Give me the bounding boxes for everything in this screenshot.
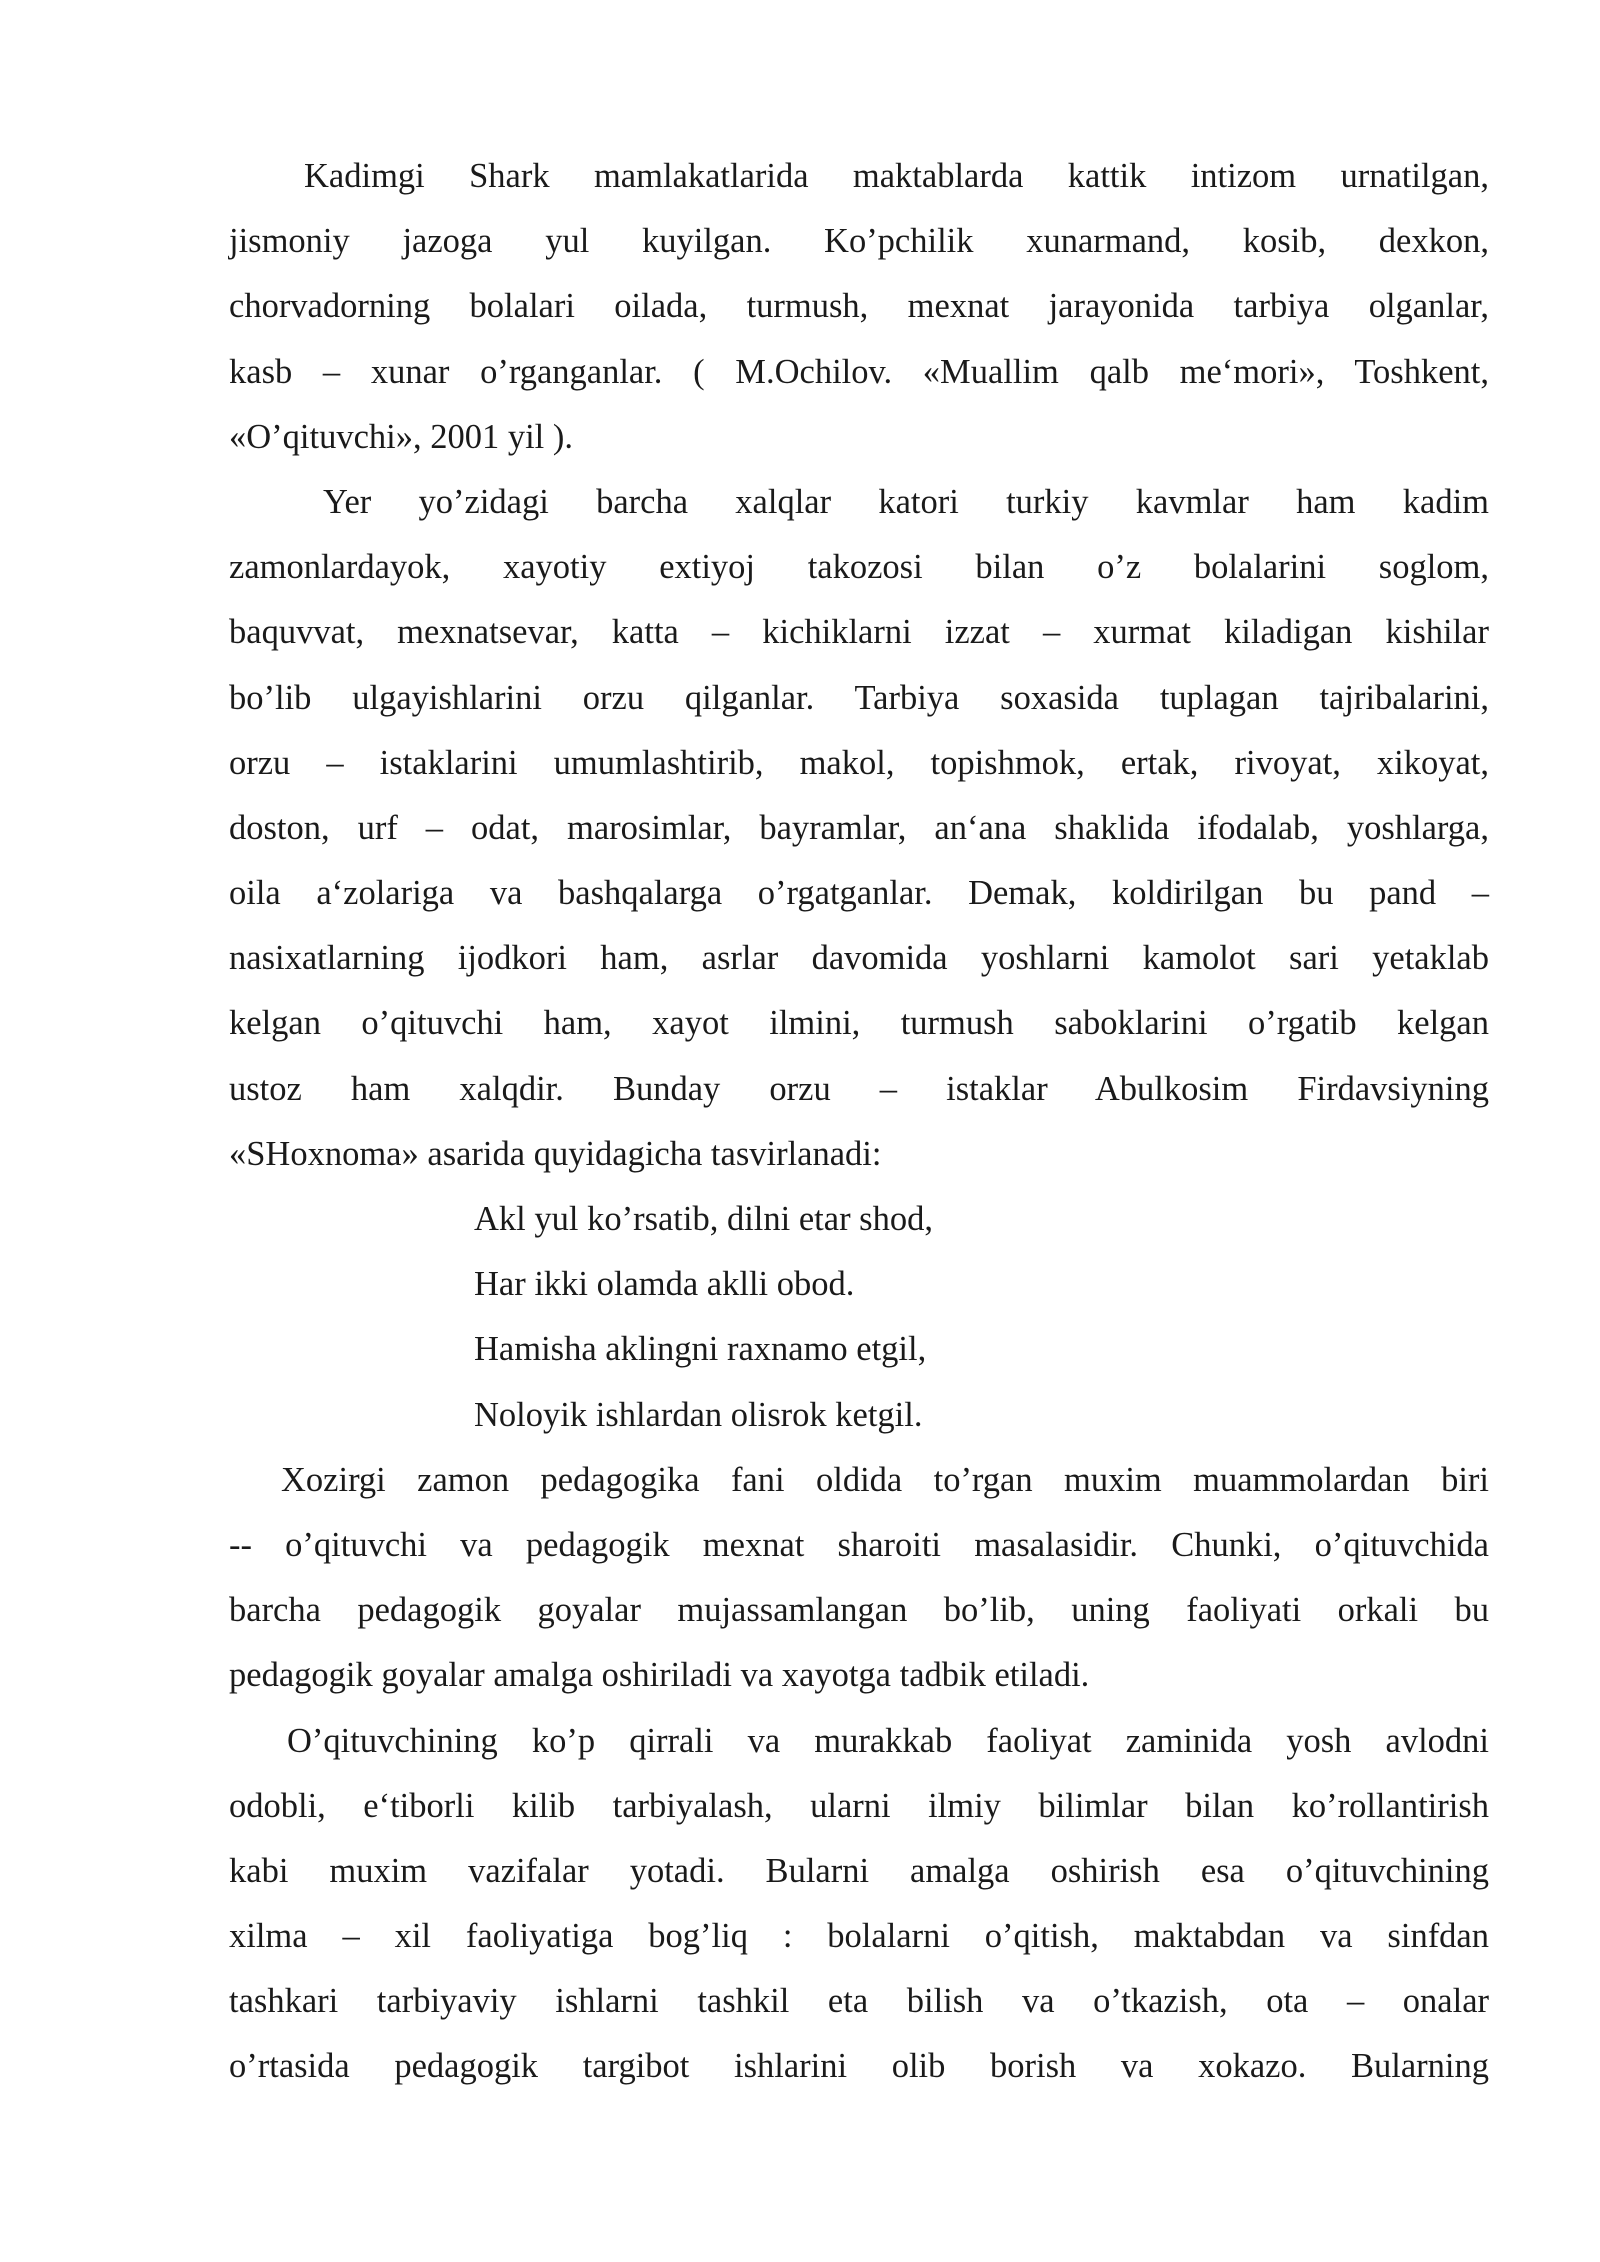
document-page <box>229 150 1489 2106</box>
paragraph-2-line: orzu – istaklarini umumlashtirib, makol, topishmok, ertak, rivoyat, xikoyat, <box>229 743 1489 782</box>
paragraph-3-line: -- o’qituvchi va pedagogik mexnat sharoiti masalasidir. Chunki, o’qituvchida <box>229 1525 1489 1564</box>
paragraph-2-line: Yer yo’zidagi barcha xalqlar katori turkiy kavmlar ham kadim <box>323 482 1489 521</box>
paragraph-1-line: kasb – xunar o’rganganlar. ( M.Ochilov. «Muallim qalb me‘mori», Toshkent, <box>229 352 1489 391</box>
paragraph-4-line: O’qituvchining ko’p qirrali va murakkab faoliyat zaminida yosh avlodni <box>287 1721 1489 1760</box>
paragraph-2-line: baquvvat, mexnatsevar, katta – kichiklarni izzat – xurmat kiladigan kishilar <box>229 613 1489 652</box>
paragraph-3-line: Xozirgi zamon pedagogika fani oldida to’rgan muxim muammolardan biri <box>281 1460 1489 1499</box>
verse-line: Akl yul ko’rsatib, dilni etar shod, <box>474 1200 933 1238</box>
verse-quote <box>229 1193 1489 1454</box>
paragraph-2-line: ustoz ham xalqdir. Bunday orzu – istaklar Abulkosim Firdavsiyning <box>229 1069 1489 1108</box>
paragraph-2 <box>229 476 1489 1193</box>
paragraph-2-line: bo’lib ulgayishlarini orzu qilganlar. Tarbiya soxasida tuplagan tajribalarini, <box>229 678 1489 717</box>
paragraph-2-line: «SHoxnoma» asarida quyidagicha tasvirlanadi: <box>229 1134 882 1173</box>
paragraph-3-line: pedagogik goyalar amalga oshiriladi va xayotga tadbik etiladi. <box>229 1656 1090 1695</box>
verse-line: Har ikki olamda aklli obod. <box>474 1265 855 1304</box>
paragraph-2-line: zamonlardayok, xayotiy extiyoj takozosi bilan o’z bolalarini soglom, <box>229 548 1489 587</box>
verse-line: Hamisha aklingni raxnamo etgil, <box>474 1330 927 1369</box>
paragraph-1 <box>229 150 1489 476</box>
paragraph-1-line: jismoniy jazoga yul kuyilgan. Ko’pchilik xunarmand, kosib, dexkon, <box>229 222 1489 261</box>
paragraph-4-line: xilma – xil faoliyatiga bog’liq : bolalarni o’qitish, maktabdan va sinfdan <box>229 1917 1489 1956</box>
paragraph-2-line: doston, urf – odat, marosimlar, bayramlar, an‘ana shaklida ifodalab, yoshlarga, <box>229 808 1489 847</box>
paragraph-1-line: Kadimgi Shark mamlakatlarida maktablarda kattik intizom urnatilgan, <box>304 157 1489 195</box>
paragraph-4 <box>229 1715 1489 2106</box>
paragraph-4-line: o’rtasida pedagogik targibot ishlarini olib borish va xokazo. Bularning <box>229 2047 1489 2086</box>
verse-line: Noloyik ishlardan olisrok ketgil. <box>474 1395 923 1434</box>
paragraph-4-line: kabi muxim vazifalar yotadi. Bularni amalga oshirish esa o’qituvchining <box>229 1851 1489 1890</box>
paragraph-4-line: odobli, e‘tiborli kilib tarbiyalash, ularni ilmiy bilimlar bilan ko’rollantirish <box>229 1786 1489 1825</box>
paragraph-2-line: nasixatlarning ijodkori ham, asrlar davomida yoshlarni kamolot sari yetaklab <box>229 939 1489 978</box>
paragraph-2-line: oila a‘zolariga va bashqalarga o’rgatganlar. Demak, koldirilgan bu pand – <box>229 874 1489 913</box>
paragraph-1-line: «O’qituvchi», 2001 yil ). <box>229 417 574 456</box>
paragraph-4-line: tashkari tarbiyaviy ishlarni tashkil eta bilish va o’tkazish, ota – onalar <box>229 1982 1489 2021</box>
paragraph-3-line: barcha pedagogik goyalar mujassamlangan bo’lib, uning faoliyati orkali bu <box>229 1591 1489 1630</box>
paragraph-1-line: chorvadorning bolalari oilada, turmush, mexnat jarayonida tarbiya olganlar, <box>229 287 1489 326</box>
paragraph-3 <box>229 1454 1489 1715</box>
paragraph-2-line: kelgan o’qituvchi ham, xayot ilmini, turmush saboklarini o’rgatib kelgan <box>229 1004 1489 1043</box>
